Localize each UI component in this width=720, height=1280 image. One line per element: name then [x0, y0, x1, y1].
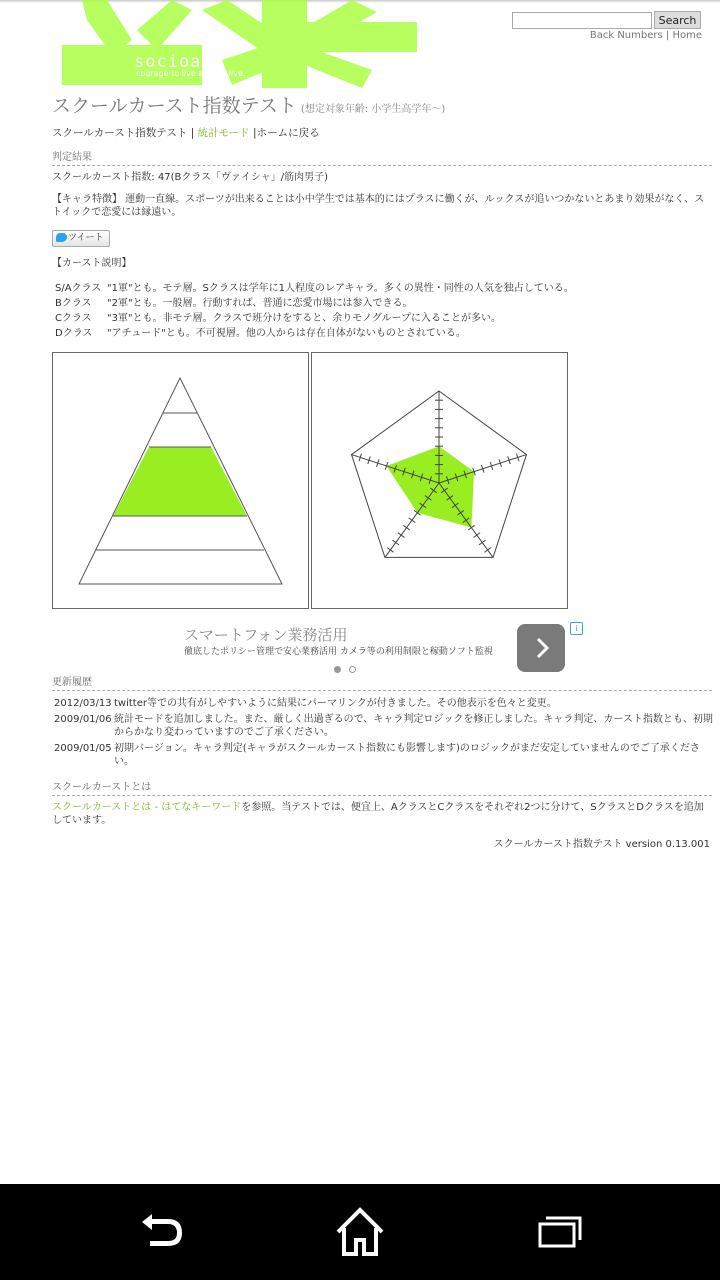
caste-row — [55, 311, 574, 326]
history-date: 2012/03/13 — [54, 698, 112, 709]
top-links-separator: | — [665, 30, 670, 41]
caste-desc: "2軍"とも。一般層。行動すれば、普通に恋愛市場には参入できる。 — [107, 298, 413, 309]
info-icon[interactable]: i — [570, 622, 583, 635]
caste-desc: "3軍"とも。非モテ層。クラスで班分けをすると、余りモノグループに入ることが多い。 — [107, 313, 502, 324]
version-text: スクールカースト指数テスト version 0.13.001 — [493, 839, 710, 850]
recents-button[interactable] — [530, 1204, 590, 1260]
chevron-right-icon — [517, 624, 565, 672]
ad-arrow-button[interactable] — [517, 624, 565, 672]
system-navbar — [0, 1184, 720, 1280]
history-heading: 更新履歴 — [52, 673, 712, 691]
target-age-note: (想定対象年齢: 小学生高学年〜) — [300, 104, 446, 115]
caste-class: Dクラス — [55, 328, 93, 339]
caste-row — [55, 281, 574, 296]
nav-separator: | — [253, 127, 257, 139]
home-icon — [330, 1204, 390, 1260]
back-numbers-link[interactable]: Back Numbers — [589, 30, 663, 41]
history-row — [52, 713, 714, 742]
nav-separator: | — [190, 127, 195, 139]
search-input[interactable] — [512, 12, 652, 29]
carousel-dot[interactable] — [349, 666, 356, 673]
caste-class: Bクラス — [55, 298, 92, 309]
caste-class: Cクラス — [55, 313, 92, 324]
breadcrumb — [52, 125, 320, 140]
logo-text: socioarc — [134, 52, 224, 72]
pyramid-tier-b-highlight — [113, 447, 247, 516]
twitter-bird-icon — [56, 233, 67, 242]
history-table — [52, 697, 714, 771]
recents-icon — [530, 1204, 590, 1260]
radar-chart — [311, 352, 568, 609]
caste-row — [55, 296, 574, 311]
carousel-dot-active[interactable] — [334, 666, 341, 673]
ad-title[interactable]: スマートフォン業務活用 — [184, 626, 348, 644]
caste-heading: 【カースト説明】 — [52, 258, 132, 269]
history-row — [52, 742, 714, 771]
logo-tagline: courage to live and let live. — [136, 69, 246, 78]
about-heading: スクールカーストとは — [52, 778, 712, 796]
back-button[interactable] — [130, 1204, 190, 1260]
score-line: スクールカースト指数: 47(Bクラス「ヴァイシャ」/筋肉男子) — [52, 172, 329, 183]
home-return-link[interactable]: ホームに戻る — [256, 127, 320, 139]
page-title — [52, 91, 445, 118]
history-date: 2009/01/05 — [54, 743, 112, 754]
site-logo[interactable] — [52, 0, 422, 88]
caste-class: S/Aクラス — [55, 283, 102, 294]
pyramid-chart — [52, 352, 309, 609]
nav-current: スクールカースト指数テスト — [52, 127, 188, 139]
home-link[interactable]: Home — [672, 30, 702, 41]
caste-row — [55, 326, 574, 341]
search-button[interactable]: Search — [654, 11, 701, 29]
ad-banner[interactable] — [172, 620, 584, 672]
caste-table — [55, 281, 574, 341]
history-text: 統計モードを追加しました。また、厳しく出過ぎるので、キャラ判定ロジックを修正しました。キャラ判定、カースト指数とも、初期からかなり変わっていますのでご了承ください。 — [114, 714, 713, 738]
history-date: 2009/01/06 — [54, 714, 112, 725]
result-heading: 判定結果 — [52, 148, 712, 166]
caste-desc: "アチュード"とも。不可視層。他の人からは存在自体がないものとされている。 — [107, 328, 466, 339]
home-button[interactable] — [330, 1204, 390, 1260]
history-text: twitter等での共有がしやすいように結果にパーマリンクが付きました。その他表示を色々と変更。 — [114, 698, 557, 709]
caste-desc: "1軍"とも。モテ層。Sクラスは学年に1人程度のレアキャラ。多くの異性・同性の人気を独占している。 — [107, 283, 574, 294]
tweet-label: ツイート — [68, 233, 104, 243]
back-icon — [130, 1204, 190, 1260]
radar-svg — [312, 353, 567, 608]
about-link[interactable]: スクールカーストとは - はてなキーワード — [52, 802, 242, 813]
history-text: 初期バージョン。キャラ判定(キャラがスクールカースト指数にも影響します)のロジックがまだ安定していませんのでご了承ください。 — [114, 743, 700, 767]
about-text — [52, 801, 712, 827]
stats-mode-link[interactable]: 統計モード — [197, 127, 250, 139]
top-links — [590, 30, 702, 41]
tweet-button[interactable] — [52, 230, 110, 247]
history-row — [52, 697, 714, 713]
pyramid-svg — [53, 353, 308, 608]
page-title-text: スクールカースト指数テスト — [52, 95, 297, 117]
ad-description: 徹底したポリシー管理で安心業務活用 カメラ等の利用制限と稼動ソフト監視 — [184, 647, 493, 657]
about-body: を参照。当テストでは、便宜上、AクラスとCクラスをそれぞれ2つに分けて、SクラスとDクラスを追加しています。 — [52, 802, 704, 826]
trait-text: 【キャラ特徴】 運動一直線。スポーツが出来ることは小中学生では基本的にはプラスに働くが、ルックスが追いつかないとあまり効果がなく、ストイックで恋愛には縁遠い。 — [52, 194, 705, 218]
